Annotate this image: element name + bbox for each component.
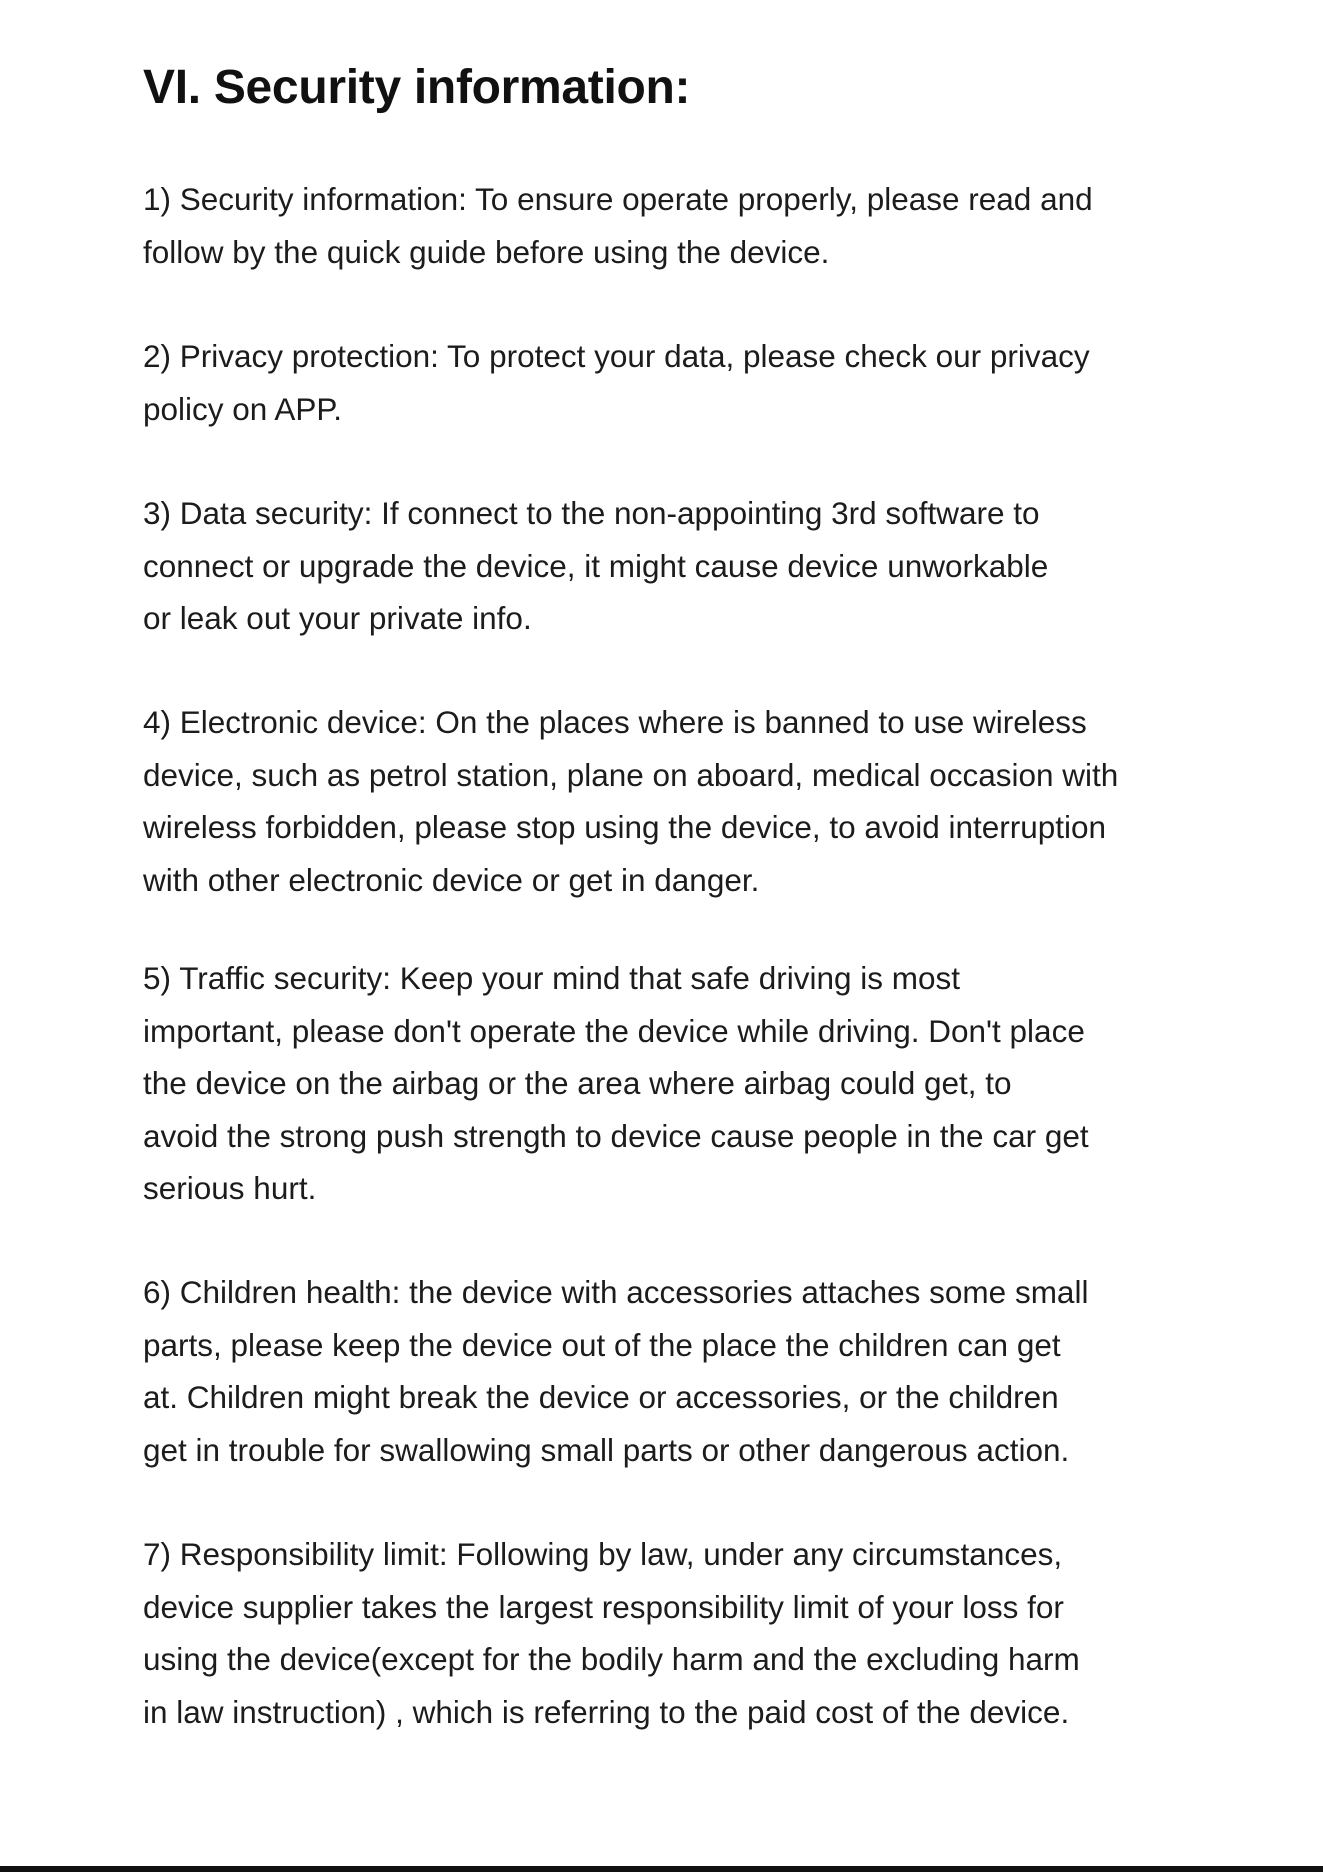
item-line: policy on APP. bbox=[143, 390, 343, 427]
item-line: 5) Traffic security: Keep your mind that safe driving is most bbox=[143, 960, 961, 996]
item-line: avoid the strong push strength to device cause people in the car get bbox=[143, 1117, 1089, 1154]
item-line: device, such as petrol station, plane on aboard, medical occasion with bbox=[143, 756, 1119, 793]
item-security-information bbox=[143, 173, 1223, 278]
item-line: 2) Privacy protection: To protect your data, please check our privacy bbox=[143, 338, 1090, 374]
item-children-health bbox=[143, 1266, 1223, 1476]
item-line: 6) Children health: the device with accessories attaches some small bbox=[143, 1274, 1089, 1310]
item-line: 3) Data security: If connect to the non-appointing 3rd software to bbox=[143, 495, 1040, 531]
section-heading: VI. Security information: bbox=[143, 61, 691, 114]
bottom-rule bbox=[0, 1866, 1323, 1872]
item-line: using the device(except for the bodily harm and the excluding harm bbox=[143, 1641, 1080, 1677]
item-line: or leak out your private info. bbox=[143, 600, 532, 636]
item-line: with other electronic device or get in danger. bbox=[143, 861, 760, 898]
item-line: serious hurt. bbox=[143, 1170, 317, 1206]
item-line: important, please don't operate the device while driving. Don't place bbox=[143, 1012, 1085, 1049]
item-line: the device on the airbag or the area where airbag could get, to bbox=[143, 1065, 1012, 1101]
item-line: in law instruction) , which is referring to the paid cost of the device. bbox=[143, 1693, 1070, 1730]
item-privacy-protection bbox=[143, 330, 1223, 435]
item-responsibility-limit bbox=[143, 1528, 1223, 1738]
item-line: device supplier takes the largest responsibility limit of your loss for bbox=[143, 1588, 1064, 1625]
item-line: wireless forbidden, please stop using the device, to avoid interruption bbox=[143, 809, 1107, 845]
item-line: 4) Electronic device: On the places where is banned to use wireless bbox=[143, 704, 1087, 740]
item-line: at. Children might break the device or accessories, or the children bbox=[143, 1379, 1059, 1415]
item-electronic-device bbox=[143, 696, 1223, 906]
item-line: follow by the quick guide before using the device. bbox=[143, 233, 830, 270]
item-line: get in trouble for swallowing small parts or other dangerous action. bbox=[143, 1431, 1070, 1468]
item-line: 1) Security information: To ensure operate properly, please read and bbox=[143, 181, 1093, 217]
item-traffic-security bbox=[143, 952, 1223, 1215]
item-line: parts, please keep the device out of the place the children can get bbox=[143, 1326, 1061, 1363]
item-data-security bbox=[143, 487, 1223, 645]
item-line: connect or upgrade the device, it might cause device unworkable bbox=[143, 547, 1049, 584]
item-line: 7) Responsibility limit: Following by law, under any circumstances, bbox=[143, 1536, 1063, 1572]
